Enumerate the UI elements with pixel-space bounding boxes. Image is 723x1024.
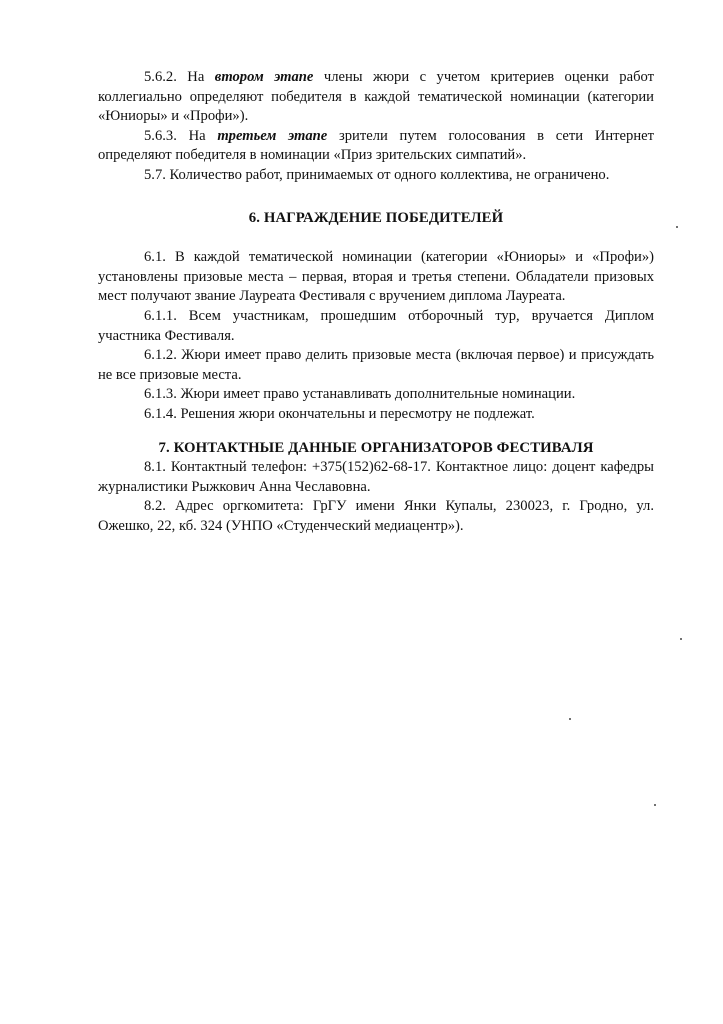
paragraph-5-6-2 xyxy=(98,68,654,127)
section-heading-awards: 6. НАГРАЖДЕНИЕ ПОБЕДИТЕЛЕЙ xyxy=(248,209,504,226)
paragraph-text: зрители путем голосования в сети Интернет определяют победителя в номинации «Приз зрительских симпатий». xyxy=(98,127,654,164)
scan-speck xyxy=(654,804,656,806)
paragraph-text: 5.6.2. На xyxy=(144,69,215,85)
paragraph-6-1-4: 6.1.4. Решения жюри окончательны и пересмотру не подлежат. xyxy=(144,405,535,422)
scan-speck xyxy=(680,638,682,640)
paragraph-8-1: 8.1. Контактный телефон: +375(152)62-68-17. Контактное лицо: доцент кафедры журналистики Рыжкович Анна Чеславовна. xyxy=(98,459,654,495)
section-heading-contacts: 7. КОНТАКТНЫЕ ДАННЫЕ ОРГАНИЗАТОРОВ ФЕСТИВАЛЯ xyxy=(158,439,594,456)
emphasis-second-stage: втором этапе xyxy=(214,69,314,85)
paragraph-5-6-3 xyxy=(98,127,654,166)
paragraph-text: члены жюри с учетом критериев оценки работ коллегиально определяют победителя в каждой тематической номинации (категории «Юниоры» и «Профи»). xyxy=(98,69,654,125)
document-content xyxy=(98,68,654,536)
paragraph-6-1: 6.1. В каждой тематической номинации (категории «Юниоры» и «Профи») установлены призовые места – первая, вторая и третья степени. Обладатели призовых мест получают звание Лауреата Фестиваля с вручением диплома Лауреата. xyxy=(98,249,654,305)
paragraph-5-7: 5.7. Количество работ, принимаемых от одного коллектива, не ограничено. xyxy=(144,166,610,183)
paragraph-text: 5.6.3. На xyxy=(144,127,218,144)
scan-speck xyxy=(676,226,678,228)
paragraph-6-1-1: 6.1.1. Всем участникам, прошедшим отборочный тур, вручается Диплом участника Фестиваля. xyxy=(98,307,654,344)
paragraph-6-1-3: 6.1.3. Жюри имеет право устанавливать дополнительные номинации. xyxy=(144,386,576,403)
paragraph-6-1-2: 6.1.2. Жюри имеет право делить призовые места (включая первое) и присуждать не все призовые места. xyxy=(98,347,654,383)
paragraph-8-2: 8.2. Адрес оргкомитета: ГрГУ имени Янки Купалы, 230023, г. Гродно, ул. Ожешко, 22, кб. 324 (УНПО «Студенческий медиацентр»). xyxy=(98,498,654,534)
scan-speck xyxy=(569,718,571,720)
emphasis-third-stage: третьем этапе xyxy=(217,127,328,144)
